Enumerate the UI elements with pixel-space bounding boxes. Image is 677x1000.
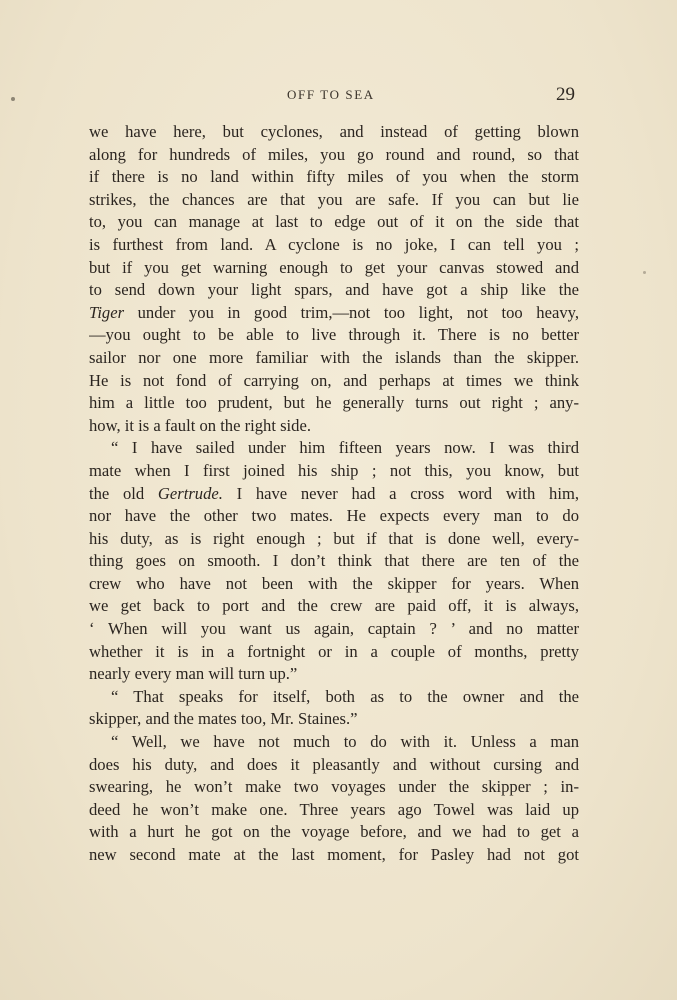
text-line: along for hundreds of miles, you go round and round, so that (89, 144, 579, 164)
paper-speck (643, 271, 646, 274)
text-line: his duty, as is right enough ; but if that is done well, every- (89, 528, 579, 548)
text-line: thing goes on smooth. I don’t think that there are ten of the (89, 551, 579, 571)
text-line: ‘ When will you want us again, captain ? ’ and no matter (89, 619, 579, 639)
text-line: nor have the other two mates. He expects every man to do (89, 506, 579, 526)
running-head: OFF TO SEA (287, 87, 375, 102)
page-header (0, 84, 677, 106)
text-line: Tiger under you in good trim,—not too light, not too heavy, (89, 302, 579, 322)
text-line: swearing, he won’t make two voyages under the skipper ; in- (89, 777, 579, 797)
text-line: whether it is in a fortnight or in a couple of months, pretty (89, 641, 579, 661)
text-line: we get back to port and the crew are paid off, it is always, (89, 596, 579, 616)
text-line: new second mate at the last moment, for Pasley had not got (89, 845, 579, 864)
text-line: to send down your light spars, and have got a ship like the (89, 280, 579, 300)
text-line: strikes, the chances are that you are safe. If you can but lie (89, 189, 579, 209)
text-line: but if you get warning enough to get your canvas stowed and (89, 257, 579, 277)
paragraph-start-line: “ That speaks for itself, both as to the owner and the (111, 686, 579, 706)
text-line: deed he won’t make one. Three years ago Towel was laid up (89, 799, 579, 819)
text-line: is furthest from land. A cyclone is no joke, I can tell you ; (89, 234, 579, 254)
ship-name-tiger: Tiger (89, 302, 125, 322)
page-number: 29 (556, 84, 575, 105)
text-line: mate when I first joined his ship ; not this, you know, but (89, 460, 579, 480)
text-line: the old Gertrude. I have never had a cross word with him, (89, 483, 579, 503)
text-line: crew who have not been with the skipper for years. When (89, 573, 579, 593)
text-line: we have here, but cyclones, and instead of getting blown (89, 122, 579, 141)
paragraph-start-line: “ I have sailed under him fifteen years now. I was third (111, 438, 579, 458)
text-line: how, it is a fault on the right side. (89, 415, 311, 435)
text-line: He is not fond of carrying on, and perhaps at times we think (89, 370, 579, 390)
text-line: to, you can manage at last to edge out of it on the side that (89, 212, 579, 232)
text-line: sailor nor one more familiar with the islands than the skipper. (89, 347, 579, 367)
text-line: does his duty, and does it pleasantly and without cursing and (89, 754, 579, 774)
text-line: skipper, and the mates too, Mr. Staines.” (89, 709, 358, 729)
text-line: —you ought to be able to live through it. There is no better (89, 325, 579, 345)
ship-name-gertrude: Gertrude. (157, 483, 223, 503)
body-text (89, 121, 579, 867)
text-line: with a hurt he got on the voyage before, and we had to get a (89, 822, 579, 842)
text-line: him a little too prudent, but he generally turns out right ; any- (89, 393, 579, 413)
paragraph-start-line: “ Well, we have not much to do with it. Unless a man (111, 732, 579, 752)
text-line: nearly every man will turn up.” (89, 664, 298, 684)
text-line: if there is no land within fifty miles of you when the storm (89, 167, 579, 187)
